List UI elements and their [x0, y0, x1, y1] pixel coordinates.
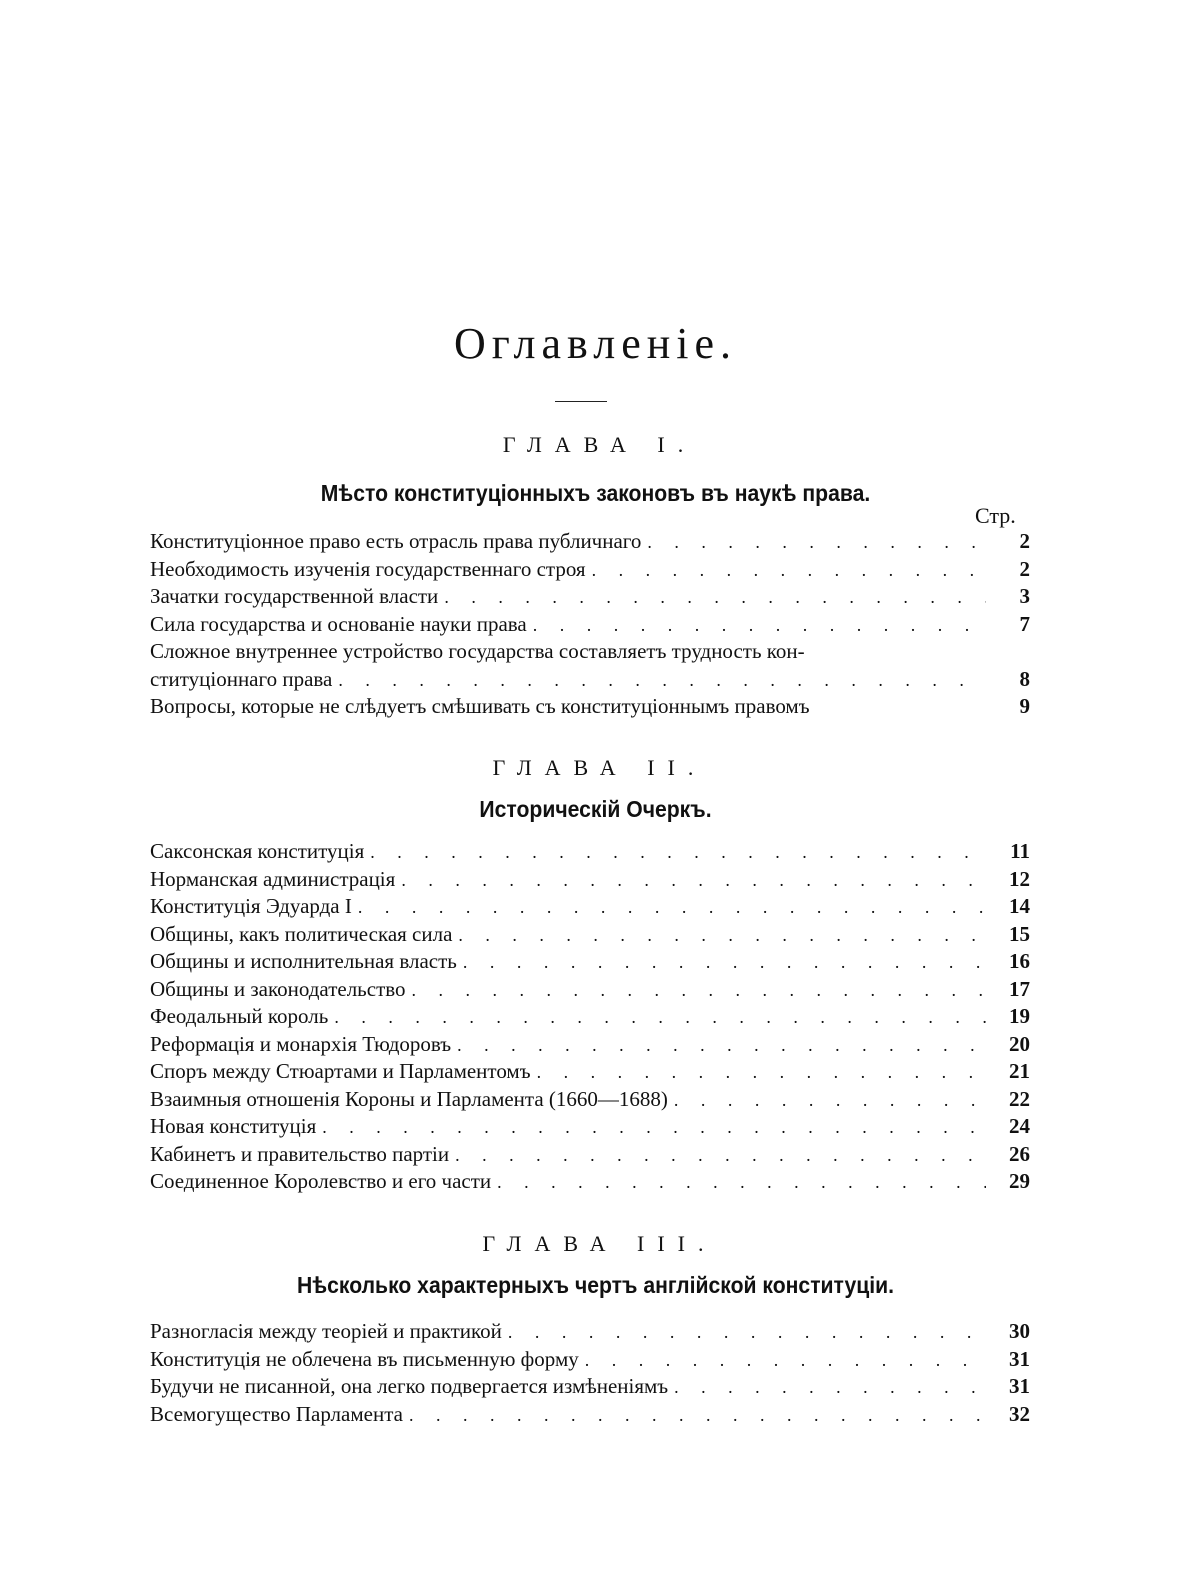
toc-entry	[150, 893, 1030, 921]
dot-leader	[370, 839, 986, 867]
dot-leader	[585, 1347, 986, 1375]
toc-entry-text: Феодальный король	[150, 1004, 329, 1028]
toc-entry-text: Взаимныя отношенія Короны и Парламента (1660—1688)	[150, 1086, 668, 1111]
toc-entry-text: Зачатки государственной власти	[150, 584, 439, 608]
toc-entry	[150, 528, 1030, 556]
chapter-1-entries	[150, 528, 1030, 721]
toc-entry-page: 12	[1009, 866, 1030, 891]
dot-leader	[322, 1114, 986, 1142]
page-column-header: Стр.	[975, 503, 1016, 528]
toc-entry-text: Кабинетъ и правительство партіи	[150, 1141, 450, 1166]
toc-entry-text: Споръ между Стюартами и Парламентомъ	[150, 1059, 531, 1083]
dot-leader	[497, 1169, 986, 1197]
toc-entry-text: Соединенное Королевство и его части	[150, 1169, 492, 1193]
toc-entry	[150, 948, 1030, 976]
toc-entry-page: 2	[1019, 556, 1030, 581]
toc-entry	[150, 866, 1030, 894]
toc-entry	[150, 1086, 1030, 1114]
chapter-3-entries	[150, 1318, 1030, 1428]
toc-entry-text: Реформація и монархія Тюдоровъ	[150, 1031, 452, 1056]
toc-entry-text: Общины и исполнительная власть	[150, 949, 457, 973]
toc-entry-text-line1: Сложное внутреннее устройство государства составляетъ трудность кон-	[150, 639, 805, 663]
toc-entry-page: 26	[1009, 1141, 1030, 1166]
toc-entry-page: 7	[1019, 611, 1030, 636]
dot-leader	[533, 612, 986, 640]
toc-entry-page: 16	[1009, 949, 1030, 973]
toc-entry-text: Необходимость изученія государственнаго строя	[150, 556, 586, 581]
dot-leader	[674, 1087, 986, 1115]
chapter-3-label: ГЛАВА III.	[482, 1231, 717, 1256]
toc-entry	[150, 1058, 1030, 1086]
toc-entry-text: Конституція не облечена въ письменную форму	[150, 1346, 579, 1371]
toc-entry-page: 11	[1010, 839, 1030, 863]
toc-entry-text: Норманская администрація	[150, 866, 396, 891]
page-title: Оглавленіе.	[453, 319, 738, 368]
toc-entry-text: Всемогущество Парламента	[150, 1401, 403, 1426]
dot-leader	[444, 584, 986, 612]
toc-entry-text: ституціоннаго права	[150, 666, 333, 691]
toc-entry-page: 22	[1009, 1086, 1030, 1111]
toc-entry	[150, 838, 1030, 866]
toc-entry	[150, 611, 1030, 639]
toc-entry-page: 14	[1009, 894, 1030, 918]
toc-entry-page: 24	[1009, 1114, 1030, 1138]
toc-entry	[150, 556, 1030, 584]
toc-entry-page: 31	[1009, 1374, 1030, 1398]
toc-entry	[150, 976, 1030, 1004]
toc-entry-text: Общины и законодательство	[150, 976, 406, 1001]
dot-leader	[508, 1319, 986, 1347]
toc-entry	[150, 1003, 1030, 1031]
dot-leader	[412, 977, 986, 1005]
toc-entry-page: 30	[1009, 1319, 1030, 1343]
toc-entry	[150, 1346, 1030, 1374]
title-divider	[555, 401, 607, 402]
toc-entry-page: 15	[1009, 921, 1030, 946]
dot-leader	[458, 922, 986, 950]
toc-entry	[150, 1168, 1030, 1196]
dot-leader	[338, 667, 986, 695]
dot-leader	[401, 867, 986, 895]
toc-entry-text: Конституція Эдуарда I	[150, 894, 352, 918]
chapter-1-title: Мѣсто конституціонныхъ законовъ въ наукѣ права.	[320, 480, 871, 506]
toc-entry	[150, 1318, 1030, 1346]
dot-leader	[463, 949, 986, 977]
toc-entry-text: Общины, какъ политическая сила	[150, 921, 453, 946]
dot-leader	[455, 1142, 986, 1170]
toc-entry-text: Новая конституція	[150, 1114, 317, 1138]
toc-entry-page: 21	[1009, 1059, 1030, 1083]
toc-entry	[150, 583, 1030, 611]
toc-entry-page: 19	[1009, 1004, 1030, 1028]
toc-entry-text: Разногласія между теоріей и практикой	[150, 1319, 502, 1343]
toc-entry-text: Конституціонное право есть отрасль права публичнаго	[150, 529, 642, 553]
toc-entry	[150, 1401, 1030, 1429]
toc-entry-page: 8	[1019, 666, 1030, 691]
toc-entry	[150, 1031, 1030, 1059]
chapter-1-label: ГЛАВА I.	[502, 432, 697, 457]
dot-leader	[334, 1004, 986, 1032]
toc-entry	[150, 1113, 1030, 1141]
dot-leader	[674, 1374, 986, 1402]
toc-entry-page: 9	[1019, 694, 1030, 718]
toc-entry-text: Вопросы, которые не слѣдуетъ смѣшивать съ конституціоннымъ правомъ	[150, 694, 810, 718]
toc-entry	[150, 666, 1030, 694]
toc-entry	[150, 1373, 1030, 1401]
chapter-2-label: ГЛАВА II.	[492, 755, 707, 780]
dot-leader	[537, 1059, 986, 1087]
dot-leader	[592, 557, 986, 585]
toc-entry-page: 29	[1009, 1169, 1030, 1193]
toc-entry	[150, 1141, 1030, 1169]
toc-entry-page: 20	[1009, 1031, 1030, 1056]
toc-entry-text: Саксонская конституція	[150, 839, 365, 863]
toc-entry	[150, 693, 1030, 721]
toc-entry-text: Сила государства и основаніе науки права	[150, 611, 527, 636]
toc-entry-page: 2	[1019, 529, 1030, 553]
toc-entry-page: 32	[1009, 1401, 1030, 1426]
toc-entry-page: 31	[1009, 1346, 1030, 1371]
toc-entry-page: 3	[1019, 584, 1030, 608]
chapter-2-title: Историческій Очеркъ.	[479, 796, 712, 822]
dot-leader	[358, 894, 986, 922]
toc-entry-text: Будучи не писанной, она легко подвергается измѣненіямъ	[150, 1374, 669, 1398]
chapter-3-title: Нѣсколько характерныхъ чертъ англійской конституціи.	[296, 1272, 894, 1298]
toc-entry	[150, 921, 1030, 949]
chapter-2-entries	[150, 838, 1030, 1196]
dot-leader	[457, 1032, 986, 1060]
dot-leader	[409, 1402, 986, 1430]
dot-leader	[647, 529, 986, 557]
toc-entry-page: 17	[1009, 976, 1030, 1001]
